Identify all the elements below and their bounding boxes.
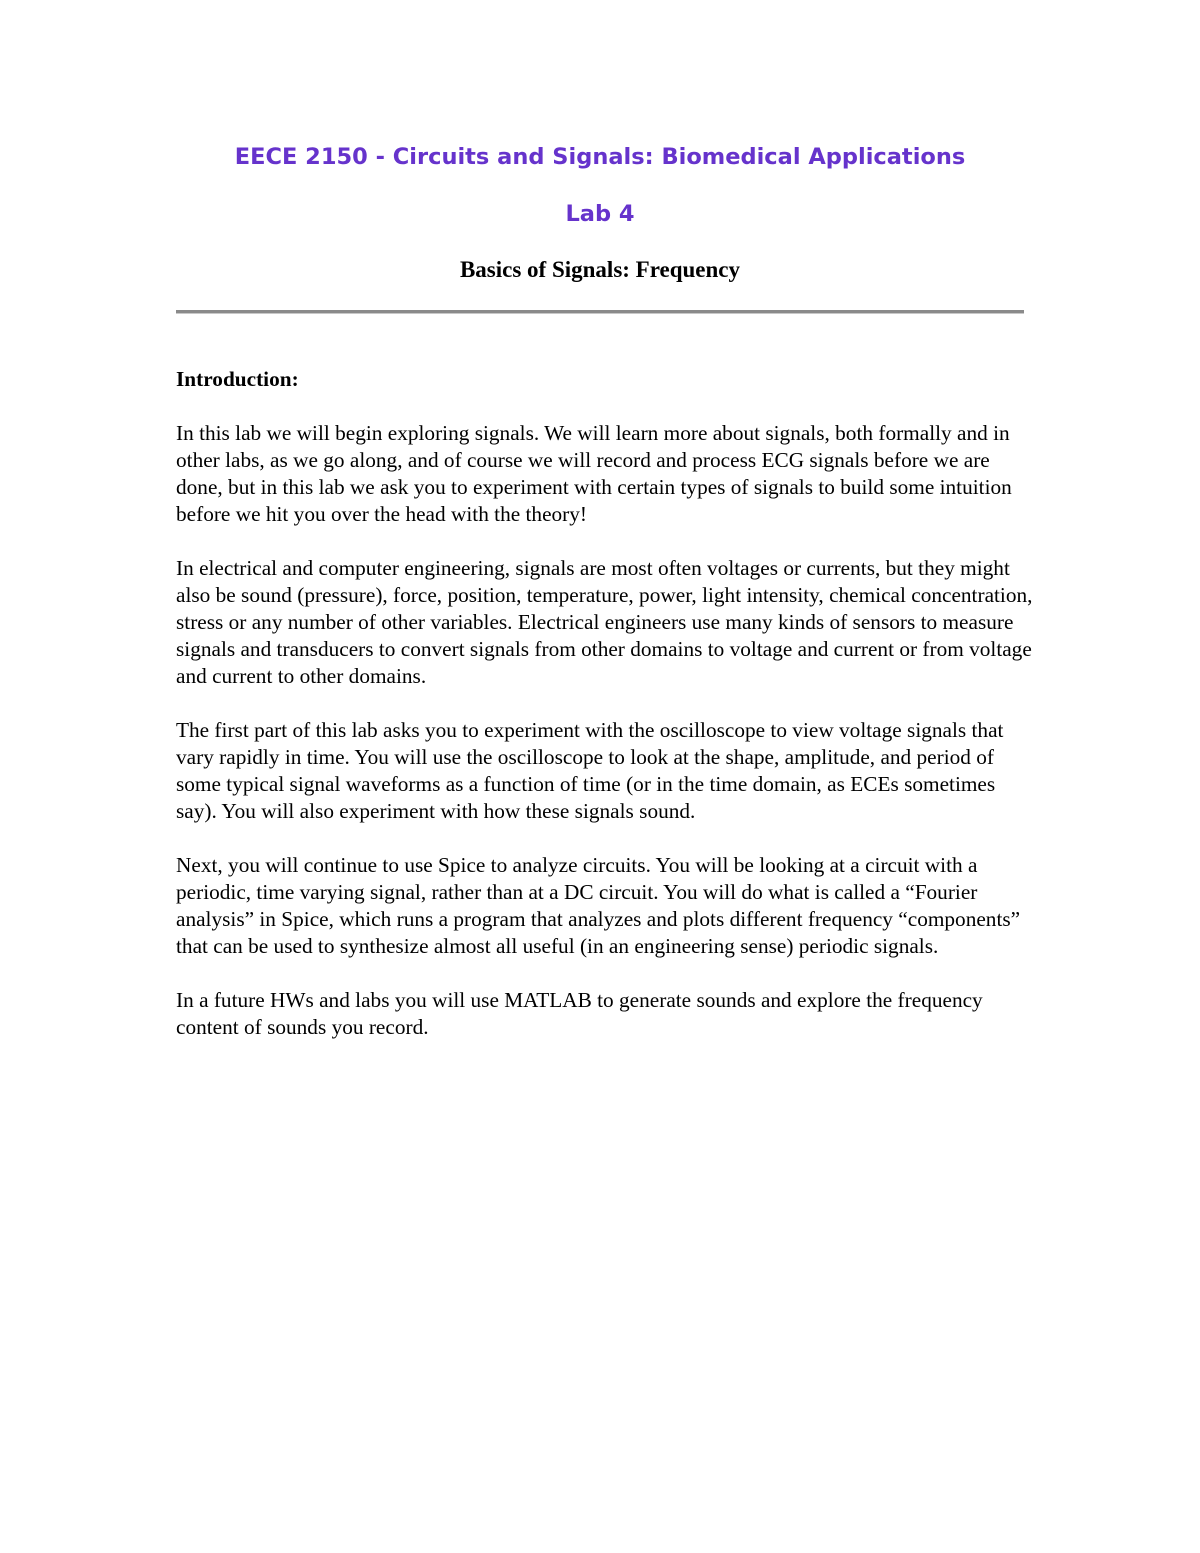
horizontal-rule [176, 310, 1024, 314]
course-title: EECE 2150 - Circuits and Signals: Biomedical Applications [234, 144, 966, 170]
intro-paragraph-4: Next, you will continue to use Spice to analyze circuits. You will be looking at a circuit with a periodic, time varying signal, rather than at a DC circuit. You will do what is called a “Fourier analysis” in Spice, which runs a program that analyzes and plots different frequency “components” that can be used to synthesize almost all useful (in an engineering sense) periodic signals. [176, 853, 1021, 958]
intro-paragraph-3: The first part of this lab asks you to experiment with the oscilloscope to view voltage signals that vary rapidly in time. You will use the oscilloscope to look at the shape, amplitude, and period of some typical signal waveforms as a function of time (or in the time domain, as ECEs sometimes say). You will also experiment with how these signals sound. [176, 718, 1004, 823]
lab-subtitle: Basics of Signals: Frequency [459, 257, 741, 282]
section-heading-introduction: Introduction: [176, 367, 299, 391]
lab-number: Lab 4 [565, 201, 635, 227]
intro-paragraph-1: In this lab we will begin exploring signals. We will learn more about signals, both formally and in other labs, as we go along, and of course we will record and process ECG signals before we are done, but in this lab we ask you to experiment with certain types of signals to build some intuition before we hit you over the head with the theory! [176, 421, 1012, 526]
document-body [176, 366, 1036, 1068]
intro-paragraph-5: In a future HWs and labs you will use MATLAB to generate sounds and explore the frequency content of sounds you record. [176, 988, 983, 1039]
intro-paragraph-2: In electrical and computer engineering, signals are most often voltages or currents, but they might also be sound (pressure), force, position, temperature, power, light intensity, chemical concentration, stress or any number of other variables. Electrical engineers use many kinds of sensors to measure signals and transducers to convert signals from other domains to voltage and current or from voltage and current to other domains. [176, 556, 1033, 688]
